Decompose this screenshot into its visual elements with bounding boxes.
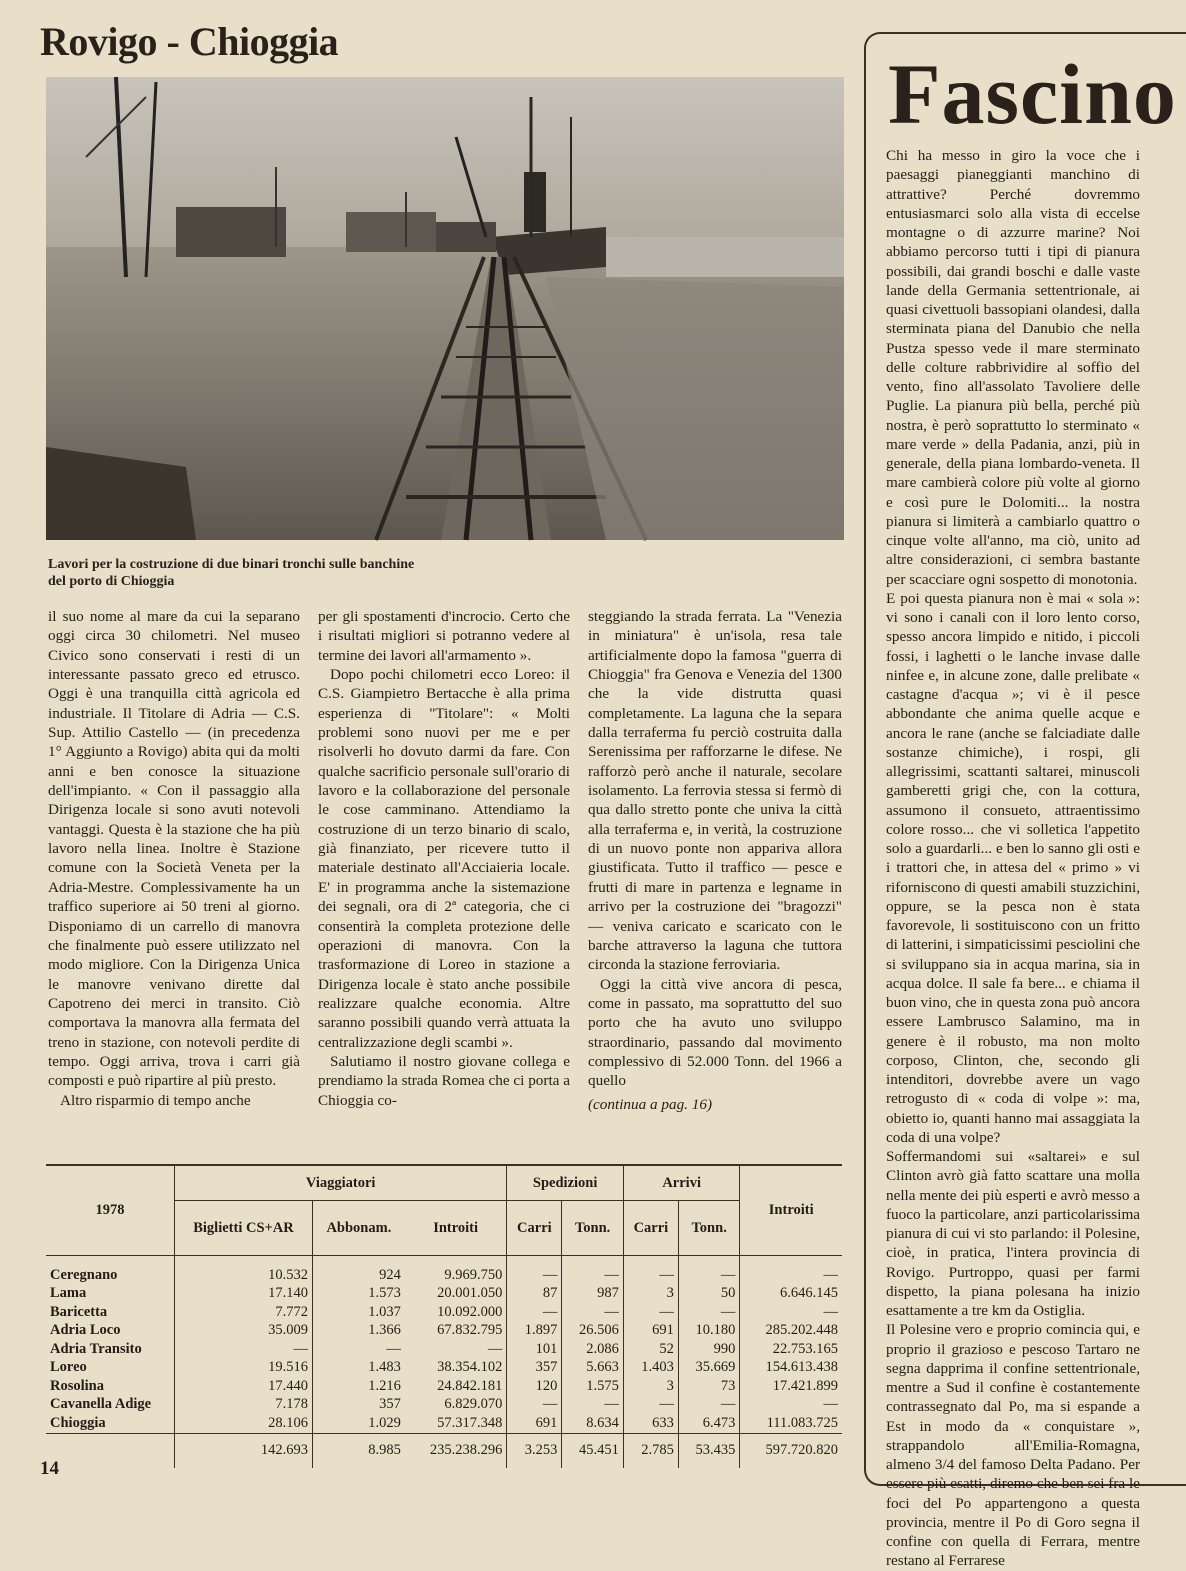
value-cell: 6.473 bbox=[678, 1414, 740, 1433]
table-row bbox=[46, 1414, 842, 1433]
value-cell: 285.202.448 bbox=[740, 1322, 842, 1341]
value-cell: — bbox=[678, 1396, 740, 1415]
value-cell: — bbox=[507, 1303, 562, 1322]
value-cell: 990 bbox=[678, 1340, 740, 1359]
value-cell: 52 bbox=[623, 1340, 678, 1359]
value-cell: — bbox=[312, 1340, 404, 1359]
value-cell: 597.720.820 bbox=[740, 1433, 842, 1468]
value-cell: 67.832.795 bbox=[437, 1322, 503, 1339]
value-cell: 357 bbox=[312, 1396, 404, 1415]
value-cell: 10.532 bbox=[175, 1256, 313, 1285]
article-column-3 bbox=[588, 607, 842, 1147]
article-paragraph: steggiando la strada ferrata. La "Venezia in miniatura" è un'isola, resa tale artificialmente dopo la famosa "guerra di Chioggia" fra Genova e Venezia del 1300 che la vide distrutta quasi completamente. La laguna che la separa dalla terraferma fu perciò costruita dalla Serenissima per rafforzarne le difese. Ne rafforzò però anche il naturale, secolare isolamento. La ferrovia stessa si fermò di qua dallo stretto ponte che univa la città alla terraferma e, in verità, la costruzione di un nuovo ponte non appariva allora giustificata. Tutto il traffico — pesce e frutti di mare in partenza e legname in arrivo per la costruzione dei "bragozzi" — veniva caricato e scaricato con le barche attraverso la laguna che tuttora circonda la stazione ferroviaria. bbox=[588, 608, 842, 974]
sidebar-paragraph: Chi ha messo in giro la voce che i paesaggi pianeggianti manchino di attrattive? Perché dovremmo entusiasmarci solo alla vista di eccelse montagne o di azzurre marine? Noi abbiamo percorso tutti i tipi di pianura possibili, dai grandi boschi e dalle vaste lande della Germania settentrionale, ai quasi civettuoli bassopiani olandesi, dalla sterminata piana del Danubio che nella Pustza spesso vede il mare sterminato delle colture rabbrividire al soffio del vento, fino all'assolato Tavoliere delle Puglie. La pianura più bella, perché più nostra, è però soprattutto lo sterminato « mare verde » della Padania, anzi, più in generale, della piana lombardo-veneta. Il mare cambierà colore più volte al giorno e così pure le Dolomiti... la nostra pianura si limiterà a cambiarlo quattro o cinque volte all'anno, ma ciò, unito ad altre considerazioni, ci sembra bastante per scacciare ogni sospetto di monotonia. bbox=[886, 147, 1140, 588]
station-name-cell bbox=[46, 1433, 175, 1468]
value-cell: 1.575 bbox=[562, 1377, 624, 1396]
value-cell: 235.238.296 bbox=[405, 1433, 507, 1468]
value-cell: 8.634 bbox=[562, 1414, 624, 1433]
value-cell: 45.451 bbox=[562, 1433, 624, 1468]
article-column-1 bbox=[48, 607, 300, 1147]
value-cell: 35.669 bbox=[678, 1359, 740, 1378]
carri-header: Carri bbox=[623, 1201, 678, 1256]
value-cell: 154.613.438 bbox=[740, 1359, 842, 1378]
value-cell: 1.029 bbox=[312, 1414, 404, 1433]
value-cell: 1.403 bbox=[623, 1359, 678, 1378]
value-cell: — bbox=[740, 1303, 842, 1322]
value-cell: 73 bbox=[678, 1377, 740, 1396]
value-cell: 24.842.181 bbox=[437, 1377, 503, 1394]
value-cell: 7.178 bbox=[175, 1396, 313, 1415]
value-cell: 987 bbox=[562, 1285, 624, 1304]
value-cell: 3 bbox=[623, 1377, 678, 1396]
value-cell: 87 bbox=[507, 1285, 562, 1304]
value-cell: 6.829.070 bbox=[444, 1396, 503, 1413]
value-cell: — bbox=[487, 1340, 503, 1357]
station-name-cell: Chioggia bbox=[50, 1414, 106, 1431]
table-row bbox=[46, 1256, 842, 1285]
table-row bbox=[46, 1396, 842, 1415]
table-row bbox=[46, 1322, 842, 1341]
station-name-cell: Rosolina bbox=[50, 1377, 104, 1394]
value-cell: 120 bbox=[507, 1377, 562, 1396]
biglietti-header: Biglietti CS+AR bbox=[175, 1201, 313, 1256]
value-cell: — bbox=[562, 1256, 624, 1285]
value-cell: — bbox=[623, 1303, 678, 1322]
value-cell: 50 bbox=[678, 1285, 740, 1304]
value-cell: 1.573 bbox=[312, 1285, 404, 1304]
value-cell: 57.317.348 bbox=[437, 1414, 503, 1431]
value-cell: 53.435 bbox=[678, 1433, 740, 1468]
value-cell: — bbox=[507, 1256, 562, 1285]
station-name-cell: Cavanella Adige bbox=[50, 1396, 152, 1413]
value-cell: 17.140 bbox=[175, 1285, 313, 1304]
article-paragraph: Altro risparmio di tempo anche bbox=[60, 1091, 251, 1109]
station-name-cell: Lama bbox=[50, 1285, 87, 1302]
value-cell: 633 bbox=[623, 1414, 678, 1433]
article-paragraph: il suo nome al mare da cui la separano oggi circa 30 chilometri. Nel museo Civico sono conservati i resti di un interessante passato greco ed etrusco. Oggi è una tranquilla città agricola ed industriale. Il Titolare di Adria — C.S. Sup. Attilio Castello — (in precedenza 1° Aggiunto a Rovigo) abita qui da molti anni e ben conosce la situazione dell'impianto. « Con il passaggio alla Dirigenza locale si sono avuti notevoli vantaggi. Questa è la stazione che ha più lavoro nella linea. Inoltre è Stazione comune con la Società Veneta per la Adria-Mestre. Complessivamente ha un traffico superiore ai 50 treni al giorno. Disponiamo di un carrello di manovra che finalmente può essere utilizzato nel modo migliore. Con la Dirigenza Unica le manovre venivano dirette dal Capotreno dei merci in transito. Ciò comportava la manovra alla fermata del treno in stazione, con notevoli perdite di tempo. Oggi arriva, trova i carri già composti e può ripartire al più presto. bbox=[48, 608, 300, 1090]
value-cell: 8.985 bbox=[312, 1433, 404, 1468]
page-number: 14 bbox=[40, 1458, 59, 1479]
value-cell: — bbox=[175, 1340, 313, 1359]
value-cell: 3 bbox=[623, 1285, 678, 1304]
value-cell: — bbox=[678, 1303, 740, 1322]
value-cell: 19.516 bbox=[175, 1359, 313, 1378]
value-cell: — bbox=[562, 1396, 624, 1415]
value-cell: — bbox=[623, 1256, 678, 1285]
value-cell: — bbox=[678, 1256, 740, 1285]
value-cell: — bbox=[740, 1396, 842, 1415]
table-row bbox=[46, 1340, 842, 1359]
value-cell: 38.354.102 bbox=[437, 1359, 503, 1376]
value-cell: 9.969.750 bbox=[444, 1266, 503, 1283]
value-cell: — bbox=[740, 1256, 842, 1285]
value-cell: 28.106 bbox=[175, 1414, 313, 1433]
arrivi-header: Arrivi bbox=[623, 1166, 740, 1201]
value-cell: 357 bbox=[507, 1359, 562, 1378]
photo-caption: Lavori per la costruzione di due binari tronchi sulle banchine del porto di Chioggia bbox=[48, 557, 415, 589]
value-cell: 2.086 bbox=[562, 1340, 624, 1359]
continued-note: (continua a pag. 16) bbox=[588, 1095, 713, 1113]
sidebar-paragraph: Soffermandomi sui «saltarei» e sul Clinton avrò già fatto scattare una molla nella mente dei più esperti e avrò messo a fuoco la particolare, anzi particolarissima pianura di cui vi sto parlando: il Polesine, cioè, in pratica, l'intera provincia di Rovigo. Purtroppo, quasi per farmi dispetto, la piana polesana ha inizio esattamente a tre km da Ostiglia. bbox=[886, 1148, 1140, 1319]
value-cell: — bbox=[562, 1303, 624, 1322]
value-cell: 1.216 bbox=[312, 1377, 404, 1396]
value-cell: 10.092.000 bbox=[437, 1303, 503, 1320]
sidebar-text bbox=[886, 146, 1140, 1570]
value-cell: 142.693 bbox=[175, 1433, 313, 1468]
value-cell: 111.083.725 bbox=[740, 1414, 842, 1433]
value-cell: 7.772 bbox=[175, 1303, 313, 1322]
value-cell: 691 bbox=[507, 1414, 562, 1433]
value-cell: 3.253 bbox=[507, 1433, 562, 1468]
value-cell: 1.897 bbox=[507, 1322, 562, 1341]
article-paragraph: Dopo pochi chilometri ecco Loreo: il C.S. Giampietro Bertacche è alla prima esperienza di "Titolare": « Molti problemi sono nuovi per me e per risolverli ho dovuto darmi da fare. Con qualche sacrificio personale sull'orario di lavoro e la collaborazione del personale le cose camminano. Attendiamo la costruzione di un terzo binario di scalo, già finanziato, per ricevere tutto il materiale destinato all'Acciaieria locale. E' in programma anche la sistemazione dei segnali, ora di 2ª categoria, che ci consentirà la completa protezione delle operazioni di manovra. Con la trasformazione di Loreo in stazione a Dirigenza locale è stato anche possibile realizzare qualche economia. Altre saranno possibili quando verrà attuata la centralizzazione degli scambi ». bbox=[318, 666, 570, 1051]
table-row bbox=[46, 1285, 842, 1304]
value-cell: 1.366 bbox=[312, 1322, 404, 1341]
table-row bbox=[46, 1303, 842, 1322]
value-cell: 924 bbox=[312, 1256, 404, 1285]
article-column-2 bbox=[318, 607, 570, 1147]
sidebar-paragraph: E poi questa pianura non è mai « sola »: vi sono i canali con il loro lento corso, spesso ancora limpido e nitido, i piccoli fossi, i laghetti o le lanche invase dalle ninfee e, in alcune zone, dalle prelibate « castagne d'acqua »; vi è il pesce abbondante che anima quelle acque e ancora le rane (anche se falciadiate dalle sostanze chimiche), i rospi, gli allegrissimi, scattanti saltarei, minuscoli gamberetti grigi che, con la cottura, assumono il consueto, attraentissimo colore rosso... che vi solletica l'appetito solo a guardarli... e ben lo sanno gli osti e i trattori che, in attesa del « primo » vi riforniscono di questi amabili stuzzichini, oppure, se la pesca non è stata favorevole, li sostituiscono con un fritto di latterini, i simpaticissimi pesciolini che si sviluppano sia in acqua marina, sia in acqua dolce. Il sale fa bere... e chiama il buon vino, che in questa zona può ancora essere Lambrusco Salamino, ma in genere è il robusto, ma non molto corposo, Clinton, che, secondo gli intenditori, dovrebbe avere un vago retrogusto di « coda di volpe »: ma, obietto io, quanti hanno mai assaggiata la coda di una volpe? bbox=[886, 589, 1140, 1146]
value-cell: 1.483 bbox=[312, 1359, 404, 1378]
carri-header: Carri bbox=[507, 1201, 562, 1256]
article-paragraph: Salutiamo il nostro giovane collega e prendiamo la strada Romea che ci porta a Chioggia co- bbox=[318, 1052, 570, 1109]
tonn-header: Tonn. bbox=[678, 1201, 740, 1256]
tonn-header: Tonn. bbox=[562, 1201, 624, 1256]
table-row bbox=[46, 1359, 842, 1378]
value-cell: 20.001.050 bbox=[437, 1285, 503, 1302]
harbor-photo bbox=[46, 77, 844, 540]
value-cell: — bbox=[507, 1396, 562, 1415]
article-paragraph: Oggi la città vive ancora di pesca, come in passato, ma soprattutto del suo porto che ha avuto uno sviluppo straordinario, passando dal movimento complessivo di 52.000 Tonn. del 1966 a quello bbox=[588, 975, 842, 1090]
station-stats-table bbox=[46, 1164, 842, 1468]
station-name-cell: Adria Loco bbox=[50, 1322, 121, 1339]
sidebar-title: Fascino bbox=[888, 46, 1177, 142]
value-cell: 6.646.145 bbox=[740, 1285, 842, 1304]
value-cell: — bbox=[623, 1396, 678, 1415]
value-cell: 17.440 bbox=[175, 1377, 313, 1396]
value-cell: 10.180 bbox=[678, 1322, 740, 1341]
value-cell: 17.421.899 bbox=[740, 1377, 842, 1396]
station-name-cell: Ceregnano bbox=[50, 1266, 118, 1283]
introiti-total-header: Introiti bbox=[740, 1166, 842, 1256]
value-cell: 691 bbox=[623, 1322, 678, 1341]
article-paragraph: per gli spostamenti d'incrocio. Certo che i risultati migliori si potranno vedere al termine dei lavori all'armamento ». bbox=[318, 608, 570, 664]
introiti-header: Introiti bbox=[405, 1201, 507, 1256]
spedizioni-header: Spedizioni bbox=[507, 1166, 624, 1201]
value-cell: 1.037 bbox=[312, 1303, 404, 1322]
station-name-cell: Loreo bbox=[50, 1359, 87, 1376]
year-header: 1978 bbox=[46, 1166, 175, 1256]
value-cell: 5.663 bbox=[562, 1359, 624, 1378]
value-cell: 35.009 bbox=[175, 1322, 313, 1341]
totals-row bbox=[46, 1433, 842, 1468]
station-name-cell: Adria Transito bbox=[50, 1340, 142, 1357]
value-cell: 22.753.165 bbox=[740, 1340, 842, 1359]
station-name-cell: Baricetta bbox=[50, 1303, 108, 1320]
sidebar-paragraph: Il Polesine vero e proprio comincia qui, e proprio il grazioso e pescoso Tartaro ne segna dapprima il confine settentrionale, mentre a Sud il confine è costantemente contrassegnato dal Po, ma si espande a Est in modo da « conquistare », strappandolo all'Emilia-Romagna, almeno 3/4 del famoso Delta Padano. Per essere più esatti, diremo che ben sei fra le foci del Po appartengono a questa provincia, mentre il Po di Goro segna il confine con quella di Ferrara, mentre restano al Ferrarese bbox=[886, 1321, 1140, 1570]
page-title: Rovigo - Chioggia bbox=[40, 19, 339, 64]
viaggiatori-header: Viaggiatori bbox=[175, 1166, 507, 1201]
value-cell: 26.506 bbox=[562, 1322, 624, 1341]
value-cell: 101 bbox=[507, 1340, 562, 1359]
abbonam-header: Abbonam. bbox=[312, 1201, 404, 1256]
value-cell: 2.785 bbox=[623, 1433, 678, 1468]
table-row bbox=[46, 1377, 842, 1396]
